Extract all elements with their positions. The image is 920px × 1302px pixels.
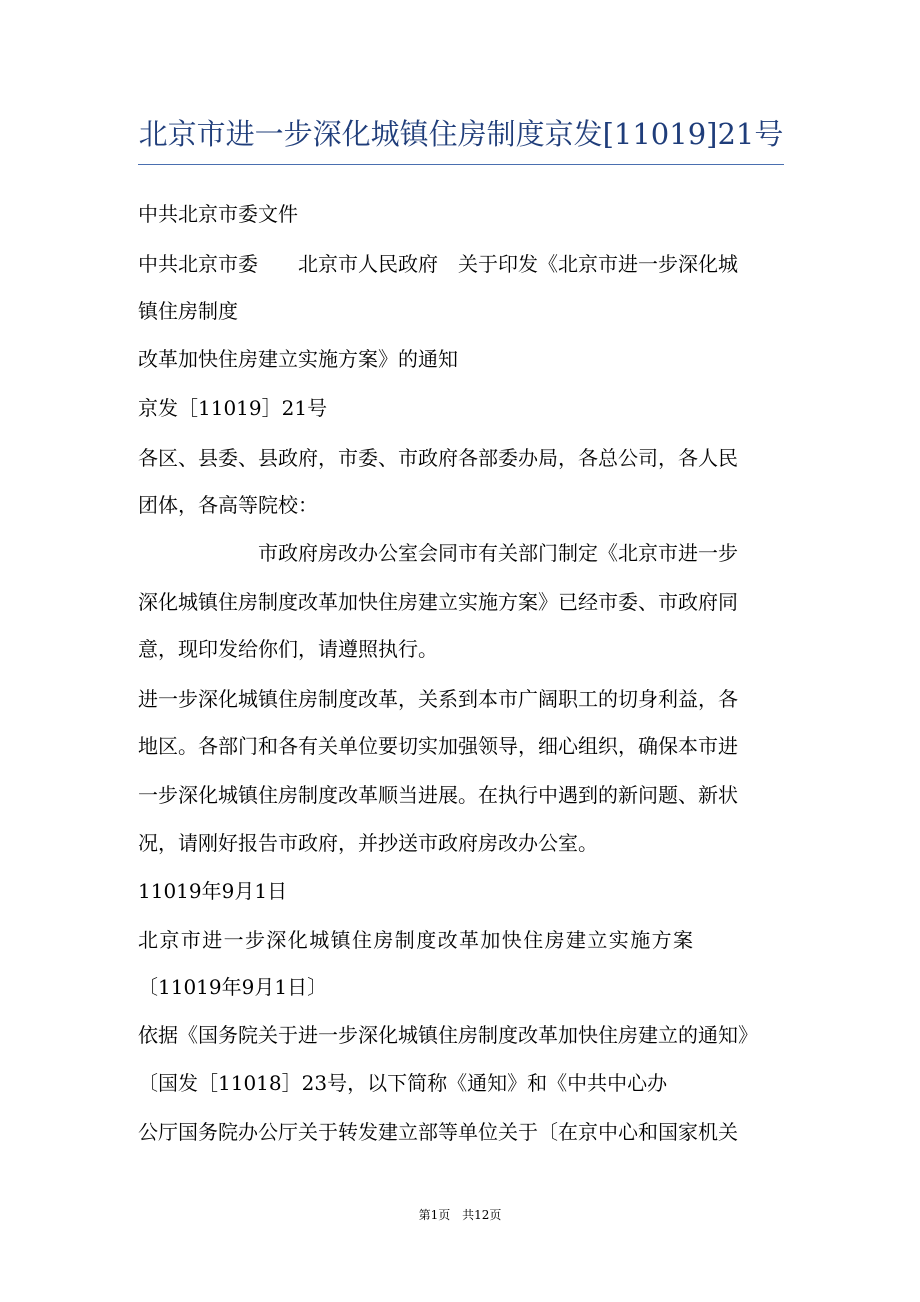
body-line: 依据《国务院关于进一步深化城镇住房制度改革加快住房建立的通知》	[138, 1023, 758, 1047]
body-line: 进一步深化城镇住房制度改革，关系到本市广阔职工的切身利益，各	[138, 687, 738, 711]
body-line: 深化城镇住房制度改革加快住房建立实施方案》已经市委、市政府同	[138, 590, 738, 614]
page-footer	[0, 1206, 920, 1224]
body-line: 意，现印发给你们，请遵照执行。	[138, 637, 438, 661]
page-total: 共12页	[462, 1208, 502, 1222]
date-line: 11019年9月1日	[138, 879, 288, 903]
document-title: 北京市进一步深化城镇住房制度京发[11019]21号	[138, 117, 784, 151]
title-underline	[138, 164, 784, 165]
body-line: 改革加快住房建立实施方案》的通知	[138, 347, 458, 371]
body-line: 一步深化城镇住房制度改革顺当进展。在执行中遇到的新问题、新状	[138, 783, 738, 807]
body-line: 市政府房改办公室会同市有关部门制定《北京市进一步	[138, 541, 738, 565]
body-line: 况，请刚好报告市政府，并抄送市政府房改办公室。	[138, 831, 598, 855]
section-heading: 北京市进一步深化城镇住房制度改革加快住房建立实施方案	[138, 928, 695, 952]
body-line: 团体，各高等院校：	[138, 493, 318, 517]
body-line: 京发［11019］21号	[138, 396, 328, 420]
page-number: 第1页	[418, 1208, 451, 1222]
body-line: 〔国发［11018］23号，以下简称《通知》和《中共中心办	[138, 1071, 668, 1095]
body-line: 各区、县委、县政府，市委、市政府各部委办局，各总公司，各人民	[138, 446, 738, 470]
body-line: 地区。各部门和各有关单位要切实加强领导，细心组织，确保本市进	[138, 734, 738, 758]
body-line: 公厅国务院办公厅关于转发建立部等单位关于〔在京中心和国家机关	[138, 1120, 738, 1144]
body-line: 镇住房制度	[138, 299, 238, 323]
date-line: 〔11019年9月1日〕	[138, 975, 328, 999]
body-line: 中共北京市委文件	[138, 202, 298, 226]
body-line: 中共北京市委 北京市人民政府 关于印发《北京市进一步深化城	[138, 252, 738, 276]
